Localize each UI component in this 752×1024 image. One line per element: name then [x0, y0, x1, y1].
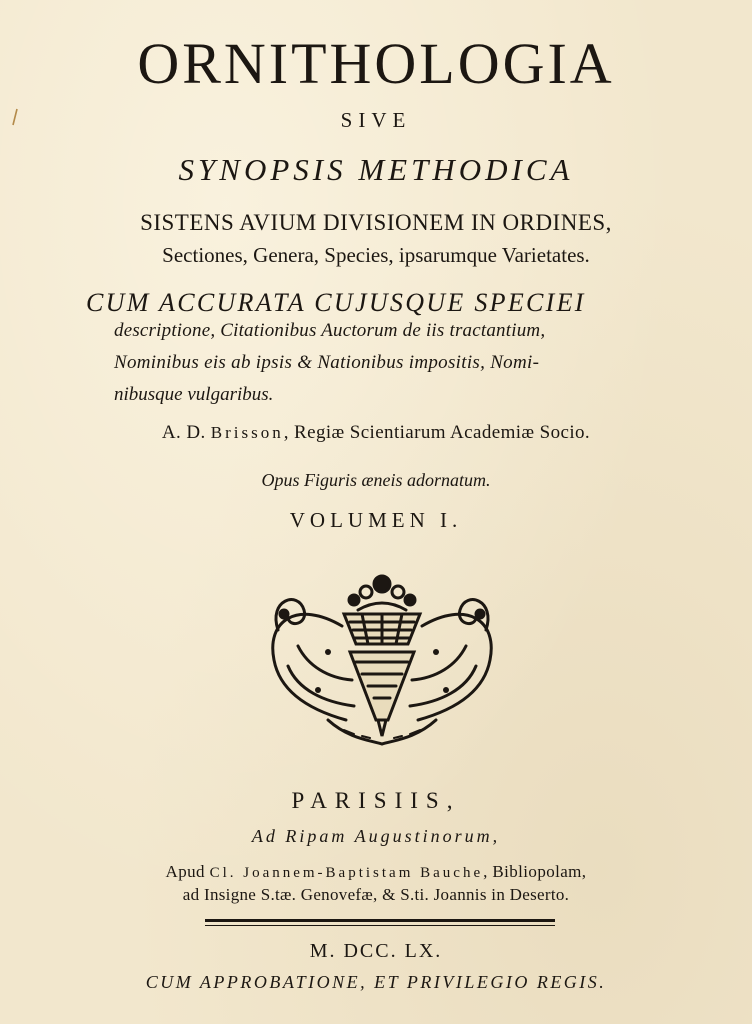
- author-prefix: A. D.: [161, 422, 206, 443]
- publication-date: M. DCC. LX.: [309, 940, 443, 962]
- thick-rule: [205, 919, 555, 922]
- thin-rule: [205, 925, 555, 926]
- author-line: [0, 422, 752, 444]
- sectiones-line: Sectiones, Genera, Species, ipsarumque Varietates.: [162, 243, 590, 267]
- basket-ornament-icon: [258, 570, 506, 752]
- author-suffix: , Regiæ Scientiarum Academiæ Socio.: [283, 422, 591, 443]
- sive-line: SIVE: [340, 108, 412, 132]
- apud-suffix: , Bibliopolam,: [483, 862, 587, 881]
- book-title: ORNITHOLOGIA: [137, 31, 615, 96]
- subtitle: SYNOPSIS METHODICA: [178, 152, 574, 187]
- apud-prefix: Apud: [165, 862, 205, 881]
- volume-line: VOLUMEN I.: [289, 508, 463, 532]
- apud-line: [0, 862, 752, 882]
- city-line: PARISIIS,: [291, 788, 461, 813]
- insigne-line: ad Insigne S.tæ. Genovefæ, & S.ti. Joannis in Deserto.: [182, 885, 570, 904]
- author-name: Brisson: [210, 423, 284, 442]
- ripam-line: Ad Ripam Augustinorum,: [251, 826, 501, 846]
- cum-accurata-line: CUM ACCURATA CUJUSQUE SPECIEI: [86, 288, 586, 317]
- approbation-line: CUM APPROBATIONE, ET PRIVILEGIO REGIS.: [145, 972, 607, 992]
- description-line-1: descriptione, Citationibus Auctorum de iis tractantium,: [114, 320, 546, 341]
- opus-line: Opus Figuris æneis adornatum.: [261, 470, 491, 490]
- description-line-2: Nominibus eis ab ipsis & Nationibus impositis, Nomi-: [114, 352, 540, 373]
- sistens-line: SISTENS AVIUM DIVISIONEM IN ORDINES,: [140, 210, 612, 235]
- printer-name: Cl. Joannem-Baptistam Bauche: [209, 865, 484, 881]
- description-line-3: nibusque vulgaribus.: [114, 384, 274, 405]
